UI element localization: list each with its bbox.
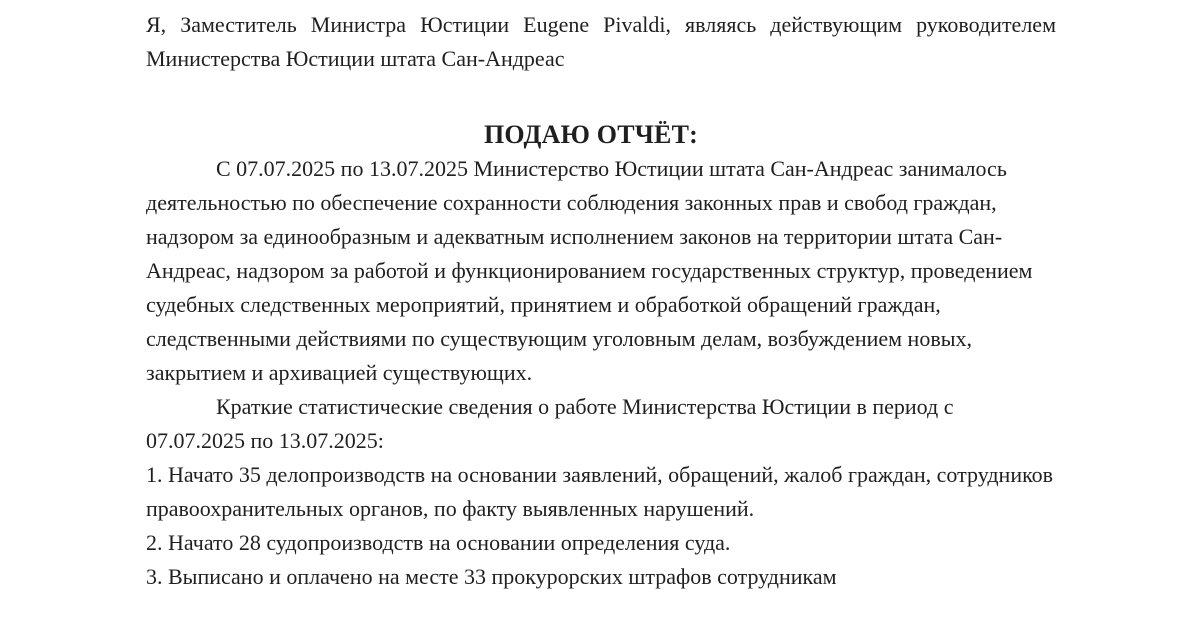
document-body [146, 8, 1056, 594]
report-heading: ПОДАЮ ОТЧЁТ: [484, 120, 698, 149]
intro-statement: Я, Заместитель Министра Юстиции Eugene Pivaldi, являясь действующим руководителем Министерства Юстиции штата Сан-Андреас [146, 12, 1056, 71]
list-item-cases: 1. Начато 35 делопроизводств на основании заявлений, обращений, жалоб граждан, сотрудников правоохранительных органов, по факту выявленных нарушений. [146, 462, 1054, 521]
list-item-court-proceedings: 2. Начато 28 судопроизводств на основании определения суда. [146, 530, 731, 555]
paragraph-activities: С 07.07.2025 по 13.07.2025 Министерство Юстиции штата Сан-Андреас занималось деятельностью по обеспечение сохранности соблюдения законных прав и свобод граждан, надзором за единообразным и адекватным исполнением законов на территории штата Сан-Андреас, надзором за работой и функционированием государственных структур, проведением судебных следственных мероприятий, принятием и обработкой обращений граждан, следственными действиями по существующим уголовным делам, возбуждением новых, закрытием и архивацией существующих. [146, 156, 1033, 385]
list-item-fines: 3. Выписано и оплачено на месте 33 прокурорских штрафов сотрудникам [146, 564, 837, 589]
paragraph-statistics-intro: Краткие статистические сведения о работе Министерства Юстиции в период с 07.07.2025 по 13.07.2025: [146, 394, 954, 453]
